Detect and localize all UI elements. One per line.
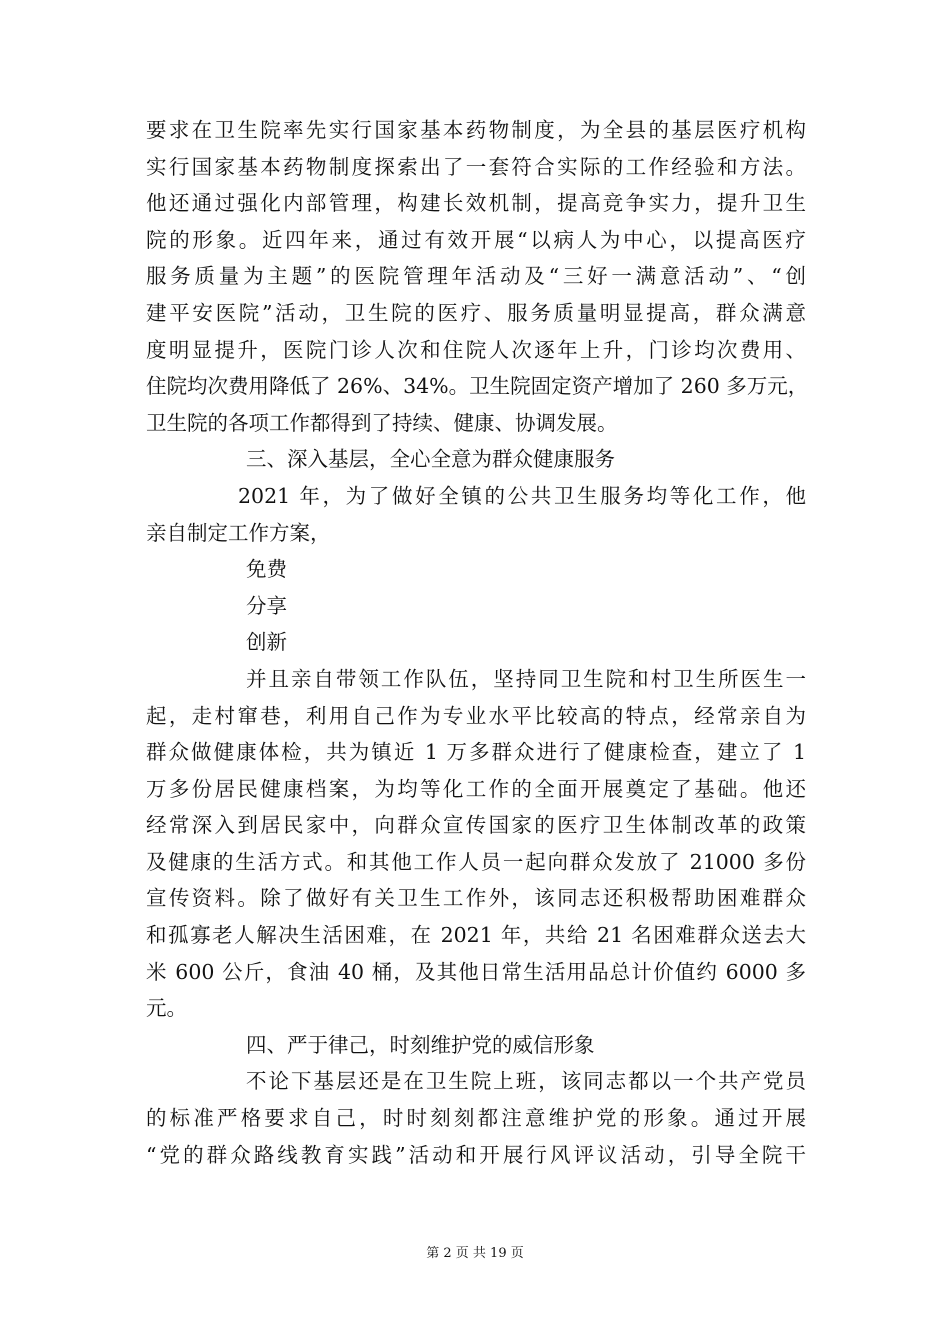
paragraph-start: 2021 年，为了做好全镇的公共卫生服务均等化工作，他 [238, 483, 806, 508]
paragraph-start: 并且亲自带领工作队伍，坚持同卫生院和村卫生所医生一 [246, 666, 806, 691]
text-line: 米 600 公斤，食油 40 桶，及其他日常生活用品总计价值约 6000 多 [146, 959, 806, 984]
text-line: 和孤寡老人解决生活困难，在 2021 年，共给 21 名困难群众送去大 [146, 923, 806, 948]
text-line: “党的群众路线教育实践”活动和开展行风评议活动，引导全院干 [146, 1142, 806, 1167]
section-heading: 四、严于律己，时刻维护党的威信形象 [246, 1032, 595, 1057]
text-line: 要求在卫生院率先实行国家基本药物制度，为全县的基层医疗机构 [146, 118, 806, 142]
text-line: 度明显提升，医院门诊人次和住院人次逐年上升，门诊均次费用、 [146, 337, 806, 362]
text-line: 实行国家基本药物制度探索出了一套符合实际的工作经验和方法。 [146, 154, 806, 179]
inline-tag-innovate: 创新 [246, 630, 287, 655]
text-line: 卫生院的各项工作都得到了持续、健康、协调发展。 [146, 410, 618, 435]
inline-tag-share: 分享 [246, 593, 287, 618]
text-line: 经常深入到居民家中，向群众宣传国家的医疗卫生体制改革的政策 [146, 813, 806, 838]
text-line: 元。 [146, 996, 187, 1021]
text-line: 住院均次费用降低了 26%、34%。卫生院固定资产增加了 260 多万元， [146, 374, 809, 399]
text-line: 他还通过强化内部管理，构建长效机制，提高竞争实力，提升卫生 [146, 191, 806, 216]
document-body [146, 112, 809, 1173]
text-line: 万多份居民健康档案，为均等化工作的全面开展奠定了基础。他还 [146, 776, 806, 801]
page-number: 第 2 页 共 19 页 [426, 1246, 524, 1261]
text-line: 建平安医院”活动，卫生院的医疗、服务质量明显提高，群众满意 [146, 300, 806, 325]
text-line: 亲自制定工作方案， [146, 520, 331, 545]
text-line: 起，走村窜巷，利用自己作为专业水平比较高的特点，经常亲自为 [146, 703, 806, 728]
inline-tag-free: 免费 [246, 557, 287, 582]
text-line: 宣传资料。除了做好有关卫生工作外，该同志还积极帮助困难群众 [146, 886, 806, 911]
section-heading: 三、深入基层，全心全意为群众健康服务 [246, 447, 615, 472]
text-line: 院的形象。近四年来，通过有效开展“以病人为中心，以提高医疗 [146, 227, 806, 252]
paragraph-start: 不论下基层还是在卫生院上班，该同志都以一个共产党员 [246, 1069, 806, 1094]
text-line: 群众做健康体检，共为镇近 1 万多群众进行了健康检查，建立了 1 [146, 740, 806, 765]
text-line: 的标准严格要求自己，时时刻刻都注意维护党的形象。通过开展 [146, 1106, 806, 1131]
text-line: 服务质量为主题”的医院管理年活动及“三好一满意活动”、“创 [146, 264, 806, 289]
text-line: 及健康的生活方式。和其他工作人员一起向群众发放了 21000 多份 [146, 849, 806, 874]
